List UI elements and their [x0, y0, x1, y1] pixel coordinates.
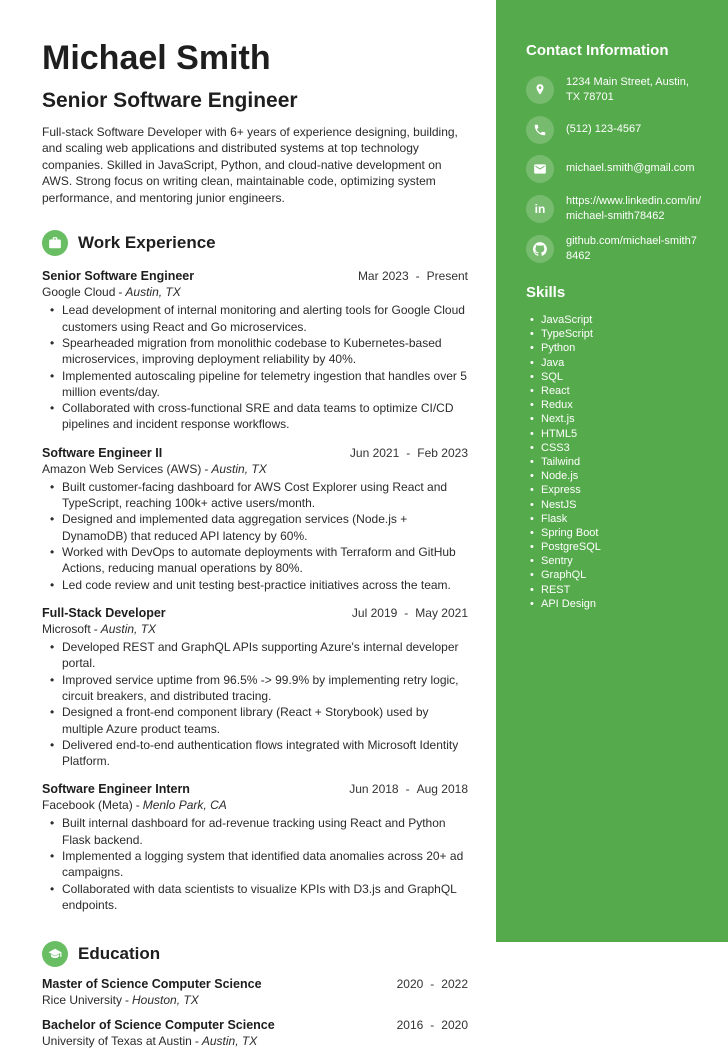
education-dates: 2016 - 2020: [396, 1018, 468, 1033]
skills-section-title: Skills: [526, 284, 566, 302]
skill-item: • PostgreSQL: [526, 540, 702, 554]
education-entry: [42, 1018, 468, 1048]
skill-item: • Tailwind: [526, 455, 702, 469]
bullet-item: • Designed and implemented data aggregation services (Node.js + DynamoDB) that reduced API latency by 60%.: [62, 512, 408, 543]
degree-title: Bachelor of Science Computer Science: [42, 1018, 275, 1033]
bullet-item: • Implemented a logging system that identified data anomalies across 20+ ad campaigns.: [62, 849, 464, 880]
school-name: Rice University - Houston, TX: [42, 993, 199, 1008]
job-bullets: [42, 639, 468, 770]
education-dates: 2020 - 2022: [396, 977, 468, 992]
job-entry: [42, 269, 468, 433]
job-company: Microsoft - Austin, TX: [42, 621, 157, 636]
skill-item: • HTML5: [526, 427, 702, 441]
job-dates: Jun 2018 - Aug 2018: [349, 782, 468, 797]
person-title: Senior Software Engineer: [42, 89, 298, 113]
skill-item: • Node.js: [526, 469, 702, 483]
bullet-item: • Delivered end-to-end authentication flows integrated with Microsoft Identity Platform.: [62, 737, 459, 769]
bullet-item: • Worked with DevOps to automate deployments with Terraform and GitHub Actions, reducing manual operations by 80%.: [62, 545, 456, 576]
skill-item: • CSS3: [526, 441, 702, 455]
contact-item-linkedin[interactable]: [526, 194, 702, 224]
bullet-item: • Improved service uptime from 96.5% -> 99.9% by implementing retry logic, circuit breakers, and distributed tracing.: [62, 672, 459, 703]
degree-title: Master of Science Computer Science: [42, 977, 262, 992]
skill-item: • Flask: [526, 512, 702, 526]
skill-item: • TypeScript: [526, 327, 702, 341]
contact-text[interactable]: github.com/michael-smith78462: [566, 235, 697, 263]
email-icon: [526, 155, 554, 183]
main-column: [42, 0, 468, 1048]
job-title: Senior Software Engineer: [42, 269, 195, 284]
contact-item-phone: [526, 116, 702, 144]
contact-text: (512) 123-4567: [566, 123, 642, 136]
job-company: Google Cloud - Austin, TX: [42, 285, 181, 300]
section-title: Work Experience: [78, 233, 216, 253]
job-title: Software Engineer II: [42, 445, 163, 460]
contact-text: 1234 Main Street, Austin, TX 78701: [566, 76, 689, 103]
job-dates: Mar 2023 - Present: [357, 269, 468, 284]
job-dates: Jul 2019 - May 2021: [351, 605, 468, 620]
work-experience-header: [42, 230, 468, 256]
bullet-item: • Designed a front-end component library (React + Storybook) used by multiple Azure product teams.: [62, 705, 429, 736]
linkedin-icon: in: [526, 195, 554, 223]
job-company: Amazon Web Services (AWS) - Austin, TX: [42, 461, 267, 476]
skill-item: • React: [526, 384, 702, 398]
bullet-item: • Led code review and unit testing best-practice initiatives across the team.: [62, 577, 451, 592]
bullet-item: • Built internal dashboard for ad-revenue tracking using React and Python Flask backend.: [62, 816, 446, 847]
skills-list: [526, 313, 702, 611]
skill-item: • Spring Boot: [526, 526, 702, 540]
skills-section: [526, 284, 702, 611]
contact-item-address: [526, 75, 702, 105]
job-entry: [42, 782, 468, 913]
github-icon: [526, 235, 554, 263]
bullet-item: • Developed REST and GraphQL APIs supporting Azure's internal developer portal.: [62, 639, 459, 671]
bullet-item: • Lead development of internal monitoring and alerting tools for Google Cloud customers using React and Go microservices.: [62, 303, 465, 334]
job-bullets: [42, 479, 468, 593]
skill-item: • API Design: [526, 597, 702, 611]
person-name: Michael Smith: [42, 39, 271, 77]
skill-item: • Redux: [526, 398, 702, 412]
job-title: Full-Stack Developer: [42, 605, 166, 620]
job-bullets: [42, 302, 468, 433]
section-title: Education: [78, 944, 161, 964]
job-company: Facebook (Meta) - Menlo Park, CA: [42, 798, 227, 813]
skill-item: • Express: [526, 483, 702, 497]
contact-section-title: Contact Information: [526, 42, 669, 59]
job-entry: [42, 606, 468, 770]
job-dates: Jun 2021 - Feb 2023: [349, 445, 468, 460]
skill-item: • REST: [526, 583, 702, 597]
skill-item: • GraphQL: [526, 568, 702, 582]
contact-text[interactable]: https://www.linkedin.com/in/michael-smith78462: [566, 194, 702, 222]
contact-item-email: [526, 155, 702, 183]
skill-item: • Sentry: [526, 554, 702, 568]
skill-item: • SQL: [526, 370, 702, 384]
location-pin-icon: [526, 76, 554, 104]
contact-text: michael.smith@gmail.com: [566, 162, 695, 175]
job-bullets: [42, 815, 468, 913]
phone-icon: [526, 116, 554, 144]
job-entry: [42, 446, 468, 593]
school-name: University of Texas at Austin - Austin, TX: [42, 1034, 258, 1048]
contact-item-github[interactable]: [526, 234, 702, 264]
skill-item: • Next.js: [526, 412, 702, 426]
job-title: Software Engineer Intern: [42, 782, 190, 797]
bullet-item: • Collaborated with data scientists to visualize KPIs with D3.js and GraphQL endpoints.: [62, 881, 457, 913]
skill-item: • Java: [526, 356, 702, 370]
bullet-item: • Collaborated with cross-functional SRE and data teams to optimize CI/CD pipelines and incident response workflows.: [62, 401, 454, 432]
skill-item: • Python: [526, 341, 702, 355]
bullet-item: • Built customer-facing dashboard for AWS Cost Explorer using React and TypeScript, reaching 100k+ active users/month.: [62, 479, 448, 511]
education-entry: [42, 977, 468, 1007]
bullet-item: • Spearheaded migration from monolithic codebase to Kubernetes-based microservices, improving deployment reliability by 40%.: [62, 335, 442, 367]
bullet-item: • Implemented autoscaling pipeline for telemetry ingestion that handles over 5 million events/day.: [62, 368, 467, 399]
education-header: [42, 941, 468, 967]
sidebar: [496, 0, 728, 942]
skill-item: • NestJS: [526, 498, 702, 512]
briefcase-icon: [42, 230, 68, 256]
graduation-cap-icon: [42, 941, 68, 967]
summary-paragraph: Full-stack Software Developer with 6+ years of experience designing, building, and scaling web applications and distributed systems at top technology companies. Skilled in JavaScript, Python, and cloud-native development on AWS. Strong focus on writing clean, maintainable code, optimizing system performance, and mentoring junior engineers.: [42, 124, 458, 205]
skill-item: • JavaScript: [526, 313, 702, 327]
contact-list: [526, 75, 702, 264]
